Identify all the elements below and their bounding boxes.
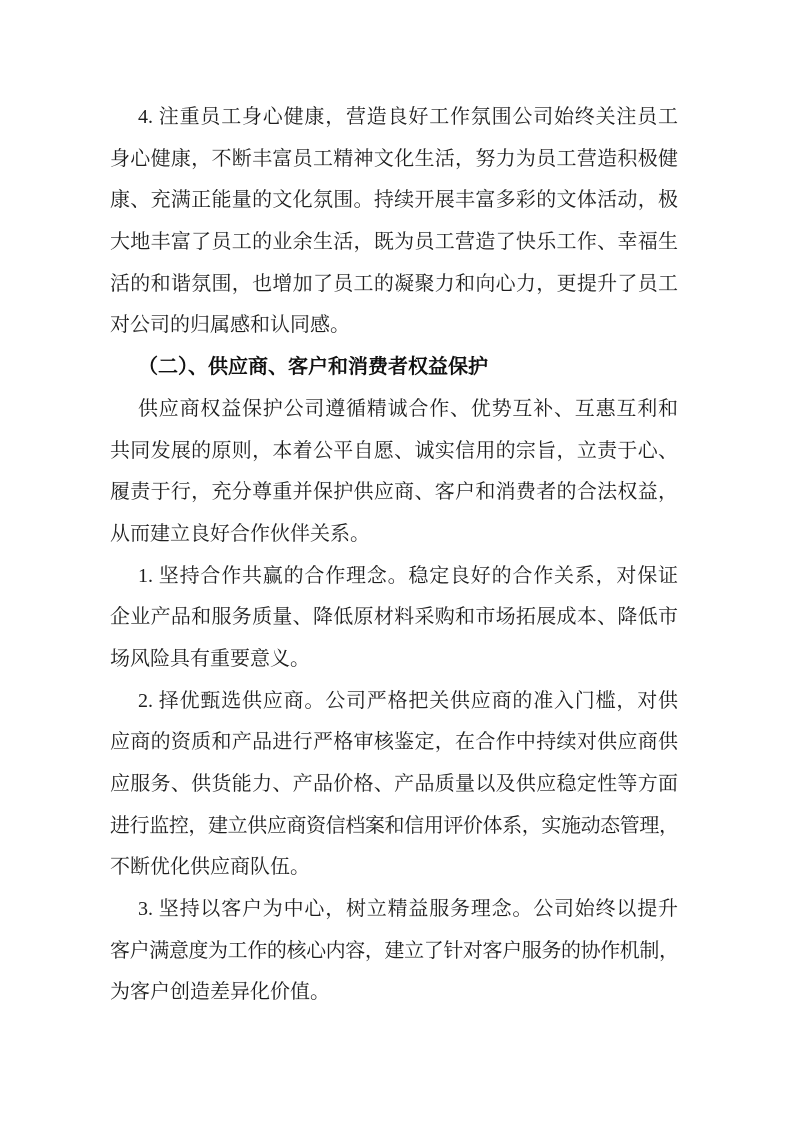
paragraph [110,556,678,681]
text-line: 从而建立良好合作伙伴关系。 [110,522,370,545]
text-line: 4. 注重员工身心健康，营造良好工作氛围公司始终关注员工 [138,106,678,128]
text-line: 活的和谐氛围，也增加了员工的凝聚力和向心力，更提升了员工 [110,272,678,295]
text-line: 应服务、供货能力、产品价格、产品质量以及供应稳定性等方面 [110,773,678,795]
paragraph [110,97,678,347]
text-line: 3. 坚持以客户为中心，树立精益服务理念。公司始终以提升 [138,898,678,921]
text-line: 应商的资质和产品进行严格审核鉴定，在合作中持续对供应商供 [110,731,678,754]
text-line: 履责于行，充分尊重并保护供应商、客户和消费者的合法权益， [110,481,678,504]
text-line: 进行监控，建立供应商资信档案和信用评价体系，实施动态管理， [110,814,678,837]
text-line: 客户满意度为工作的核心内容，建立了针对客户服务的协作机制， [110,939,678,962]
text-line: 不断优化供应商队伍。 [110,856,310,879]
text-line: 企业产品和服务质量、降低原材料采购和市场拓展成本、降低市 [110,606,678,629]
text-line: 为客户创造差异化价值。 [110,981,330,1004]
text-line: 对公司的归属感和认同感。 [110,314,350,337]
paragraph [110,681,678,889]
text-line: 1. 坚持合作共赢的合作理念。稳定良好的合作关系，对保证 [138,564,678,587]
text-line: 身心健康，不断丰富员工精神文化生活，努力为员工营造积极健 [110,147,678,170]
text-line: 场风险具有重要意义。 [110,647,310,670]
text-line: 共同发展的原则，本着公平自愿、诚实信用的宗旨，立责于心、 [110,439,678,462]
paragraph [110,889,678,1014]
text-line: 2. 择优甄选供应商。公司严格把关供应商的准入门槛，对供 [138,689,678,712]
text-block [110,97,678,1014]
text-line: 康、充满正能量的文化氛围。持续开展丰富多彩的文体活动，极 [110,189,678,212]
paragraph [110,389,678,556]
text-line: 供应商权益保护公司遵循精诚合作、优势互补、互惠互利和 [138,397,678,420]
section-heading [110,347,678,389]
text-line: 大地丰富了员工的业余生活，既为员工营造了快乐工作、幸福生 [110,231,678,254]
section-heading-text: （二）、供应商、客户和消费者权益保护 [138,356,488,379]
